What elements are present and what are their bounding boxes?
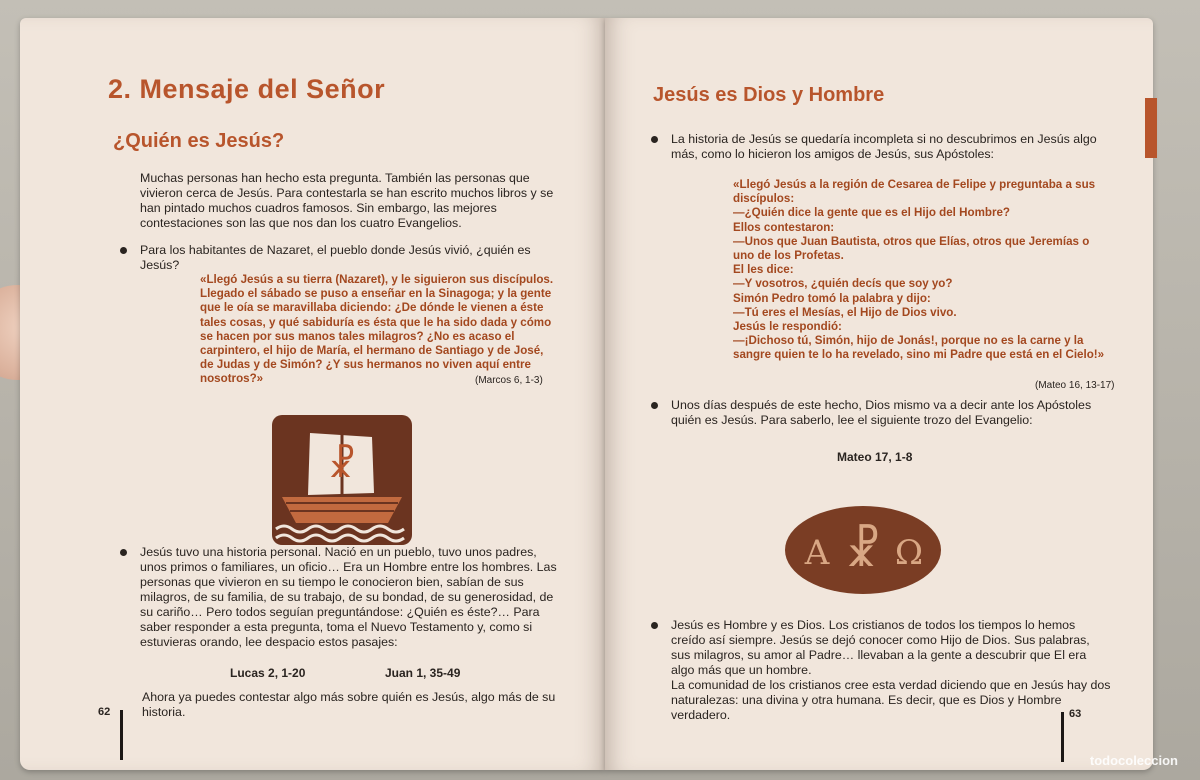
bullet-apostoles: La historia de Jesús se quedaría incompleta si no descubrimos en Jesús algo más, como lo hicieron los amigos de Jesús, sus Apóstoles:	[671, 132, 1111, 162]
right-page	[605, 18, 1153, 770]
quote-line: —¡Dichoso tú, Simón, hijo de Jonás!, porque no es la carne y la sangre quien te lo ha revelado, sino mi Padre que está en el Cielo!»	[733, 334, 1105, 362]
quote-line: —Y vosotros, ¿quién decís que soy yo?	[733, 277, 953, 291]
alpha-omega-emblem	[783, 502, 943, 603]
quote-line: Ellos contestaron:	[733, 220, 835, 234]
quote-line: Simón Pedro tomó la palabra y dijo:	[733, 291, 931, 305]
bullet-historia: Jesús tuvo una historia personal. Nació en un pueblo, tuvo unos padres, unos primos o familiares, un oficio… Era un Hombre entre los hombres. Las personas que vivieron en su tiempo le conocieron bien, sabían de sus milagros, de su familia, de su trabajo, de su bondad, de su generosidad, de su cariño… Pero todos seguían preguntándose: ¿Quién es éste?… Para saber responder a esta pregunta, toma el Nuevo Testamento y, como si estuvieras orando, lee despacio estos pasajes:	[140, 545, 560, 650]
bullet-nazaret: Para los habitantes de Nazaret, el pueblo donde Jesús vivió, ¿quién es Jesús?	[140, 243, 555, 273]
chapter-edge-tab	[1145, 98, 1157, 158]
bullet-hombre-dios	[671, 618, 1111, 723]
omega-letter: Ω	[894, 533, 924, 573]
watermark: todocoleccion	[1089, 753, 1178, 768]
section-title: ¿Quién es Jesús?	[113, 130, 285, 152]
quote-ref-mateo16: (Mateo 16, 13-17)	[1035, 380, 1115, 391]
ref-juan: Juan 1, 35-49	[385, 666, 461, 680]
quote-line: El les dice:	[733, 263, 794, 277]
quote-marcos: «Llegó Jesús a su tierra (Nazaret), y le siguieron sus discípulos. Llegado el sábado se puso a enseñar en la Sinagoga; y la gente que le oía se maravillaba diciendo: ¿De dónde le vienen a éste tales cosas, y qué sabiduría es ésta que le ha sido dada y cómo se hacen por sus manos tales milagros? ¿No es acaso el carpintero, el hijo de María, el hermano de Santiago y de José, de Judas y de Simón? ¿Y sus hermanos no viven aquí entre nosotros?»	[200, 273, 554, 386]
chi-rho-icon: ☧	[844, 523, 882, 577]
chapter-title: 2. Mensaje del Señor	[108, 74, 386, 104]
quote-line: —Unos que Juan Bautista, otros que Elías, otros que Jeremías o uno de los Profetas.	[733, 234, 1090, 263]
quote-line: «Llegó Jesús a la región de Cesarea de Felipe y preguntaba a sus discípulos:	[733, 178, 1096, 206]
ref-mateo17: Mateo 17, 1-8	[837, 450, 913, 464]
quote-line: Jesús le respondió:	[733, 320, 842, 334]
boat-illustration	[272, 415, 412, 550]
page-mark-right	[1061, 712, 1064, 762]
svg-text:☧: ☧	[327, 445, 357, 486]
quote-ref-marcos: (Marcos 6, 1-3)	[475, 375, 543, 386]
bullet-transfiguracion: Unos días después de este hecho, Dios mismo va a decir ante los Apóstoles quién es Jesús. Para saberlo, lee el siguiente trozo del Evangelio:	[671, 398, 1111, 428]
page-number-right: 63	[1069, 708, 1082, 720]
paragraph-hombre-dios: Jesús es Hombre y es Dios. Los cristianos de todos los tiempos lo hemos creído así siempre. Jesús se dejó conocer como Hijo de Dios. Sus palabras, sus milagros, su amor al Padre… llevaban a la gente a descubrir que El era algo más que un hombre.	[671, 618, 1090, 677]
page-number-left: 62	[98, 706, 111, 718]
left-page	[20, 18, 605, 770]
paragraph-comunidad: La comunidad de los cristianos cree esta verdad diciendo que en Jesús hay dos naturalezas: una divina y otra humana. Es decir, que es Dios y Hombre verdadero.	[671, 678, 1111, 722]
page-mark-left	[120, 710, 123, 760]
right-title: Jesús es Dios y Hombre	[653, 84, 885, 106]
closing-paragraph: Ahora ya puedes contestar algo más sobre quién es Jesús, algo más de su historia.	[142, 690, 556, 719]
quote-line: —¿Quién dice la gente que es el Hijo del Hombre?	[733, 206, 1011, 220]
quote-line: —Tú eres el Mesías, el Hijo de Dios vivo.	[733, 305, 957, 319]
ref-lucas: Lucas 2, 1-20	[230, 666, 306, 680]
intro-paragraph: Muchas personas han hecho esta pregunta. También las personas que vivieron cerca de Jesús. Para contestarla se han escrito muchos libros y se han pintado muchos cuadros famosos. Sin embargo, las mejores contestaciones son las que nos dan los cuatro Evangelios.	[140, 171, 554, 230]
alpha-letter: A	[804, 533, 830, 573]
quote-mateo16	[733, 178, 1108, 363]
